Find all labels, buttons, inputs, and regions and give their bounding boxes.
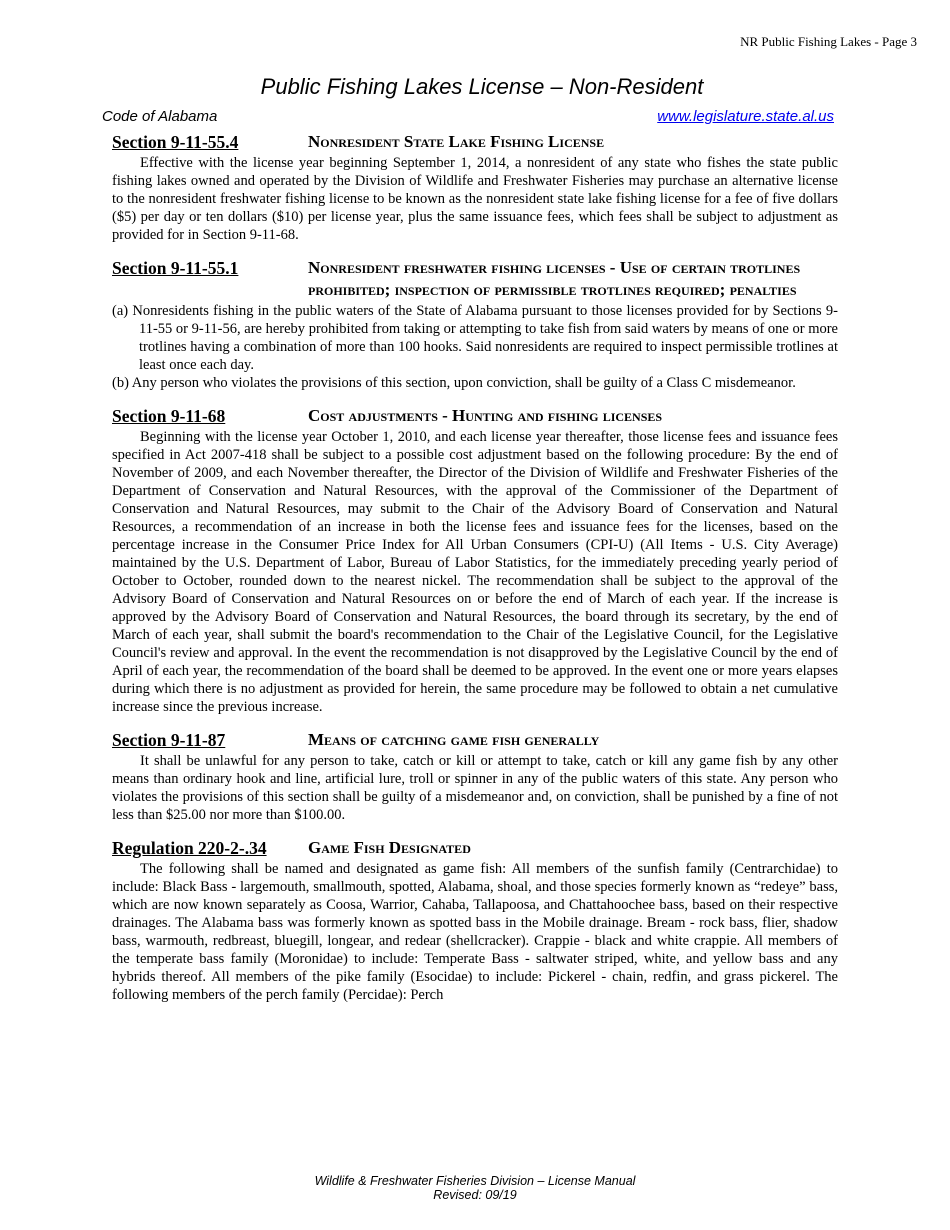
section-heading	[112, 257, 838, 301]
section-heading	[112, 131, 838, 153]
section-title: Nonresident State Lake Fishing License	[308, 132, 605, 151]
page-footer	[0, 1174, 950, 1202]
section-9-11-87	[112, 729, 838, 824]
document-body	[112, 131, 838, 1016]
subsection-a: (a) Nonresidents fishing in the public waters of the State of Alabama pursuant to those licenses provided for by Sections 9-11-55 or 9-11-56, are hereby prohibited from taking or attempting to take fish from said waters by means of one or more trotlines having a combination of more than 100 hooks. Said nonresidents are required to inspect permissible trotlines at least once each day.	[112, 303, 838, 373]
section-text: Beginning with the license year October 1, 2010, and each license year thereafter, those license fees and issuance fees specified in Act 2007-418 shall be subject to a possible cost adjustment based on the following procedure: By the end of November of 2009, and each November thereafter, the Director of the Division of Wildlife and Freshwater Fisheries of the Department of Conservation and Natural Resources, with the approval of the Commissioner of the Department of Conservation and Natural Resources, may submit to the Chair of the Advisory Board of Conservation and Natural Resources, a recommendation of an increase in both the license fees and issuance fees for the licenses, based on the percentage increase in the Consumer Price Index for All Urban Consumers (CPI-U) (All Items - U.S. City Average) maintained by the U.S. Department of Labor, Bureau of Labor Statistics, for the immediately preceding yearly period of October to October, rounded down to the nearest nickel. The recommendation shall be subject to the approval of the Advisory Board of Conservation and Natural Resources on or before the end of March of each year. If the increase is approved by the Advisory Board of Conservation and Natural Resources, the board through its secretary, by the end of March of each year, shall submit the board's recommendation to the Chair of the Legislative Council, for the Legislative Council's review and approval. In the event the recommendation is not disapproved by the Legislative Council by the end of April of each year, the recommendation of the board shall be deemed to be approved. In the event one or more years elapses during which there is no adjustment as provided for herein, the same procedure may be followed to obtain a net cumulative increase since the previous increase.	[112, 429, 838, 715]
section-9-11-55-1	[112, 257, 838, 392]
section-number: Section 9-11-55.1	[112, 258, 239, 278]
regulation-220-2-34	[112, 837, 838, 1004]
footer-manual-title: Wildlife & Freshwater Fisheries Division – License Manual	[314, 1174, 636, 1188]
page-title: Public Fishing Lakes License – Non-Resident	[260, 74, 704, 99]
section-number: Regulation 220-2-.34	[112, 838, 267, 858]
section-heading	[112, 837, 838, 859]
legislature-link[interactable]: www.legislature.state.al.us	[657, 108, 834, 125]
section-title: Nonresident freshwater fishing licenses - Use of certain trotlines prohibited; inspection of permissible trotlines required; penalties	[308, 258, 801, 299]
section-number: Section 9-11-87	[112, 730, 226, 750]
section-number: Section 9-11-68	[112, 406, 226, 426]
section-9-11-68	[112, 405, 838, 716]
subsection-b: (b) Any person who violates the provisions of this section, upon conviction, shall be guilty of a Class C misdemeanor.	[112, 375, 796, 391]
section-text: Effective with the license year beginning September 1, 2014, a nonresident of any state who fishes the state public fishing lakes owned and operated by the Division of Wildlife and Freshwater Fisheries may purchase an alternative license to the nonresident freshwater fishing license to be known as the nonresident state lake fishing license for a fee of five dollars ($5) per day or ten dollars ($10) per license year, plus the same issuance fees, which fees shall be subject to adjustment as provided for in Section 9-11-68.	[112, 155, 838, 243]
code-label: Code of Alabama	[102, 108, 218, 125]
page-number-header: NR Public Fishing Lakes - Page 3	[740, 34, 917, 49]
section-text: The following shall be named and designated as game fish: All members of the sunfish family (Centrarchidae) to include: Black Bass - largemouth, smallmouth, spotted, Alabama, shoal, and those species formerly known as “redeye” bass, which are now known separately as Coosa, Warrior, Cahaba, Tallapoosa, and Chattahoochee bass, based on their respective drainages. The Alabama bass was formerly known as spotted bass in the Mobile drainage. Bream - rock bass, flier, shadow bass, warmouth, redbreast, bluegill, longear, and redear (shellcracker). Crappie - black and white crappie. All members of the temperate bass family (Moronidae) to include: Temperate Bass - saltwater striped, white, and yellow bass and any hybrids thereof. All members of the pike family (Esocidae) to include: Pickerel - chain, redfin, and grass pickerel. The following members of the perch family (Percidae): Perch	[112, 861, 838, 1003]
section-title: Means of catching game fish generally	[308, 730, 600, 749]
footer-revision: Revised: 09/19	[433, 1188, 517, 1202]
section-heading	[112, 729, 838, 751]
section-number: Section 9-11-55.4	[112, 132, 239, 152]
section-heading	[112, 405, 838, 427]
section-9-11-55-4	[112, 131, 838, 244]
section-text: It shall be unlawful for any person to take, catch or kill or attempt to take, catch or kill any game fish by any other means than ordinary hook and line, artificial lure, troll or spinner in any of the public waters of this state. Any person who violates the provisions of this section shall be guilty of a misdemeanor and, on conviction, shall be punished by a fine of not less than $25.00 nor more than $100.00.	[112, 753, 838, 823]
section-title: Game Fish Designated	[308, 838, 471, 857]
section-title: Cost adjustments - Hunting and fishing licenses	[308, 406, 663, 425]
